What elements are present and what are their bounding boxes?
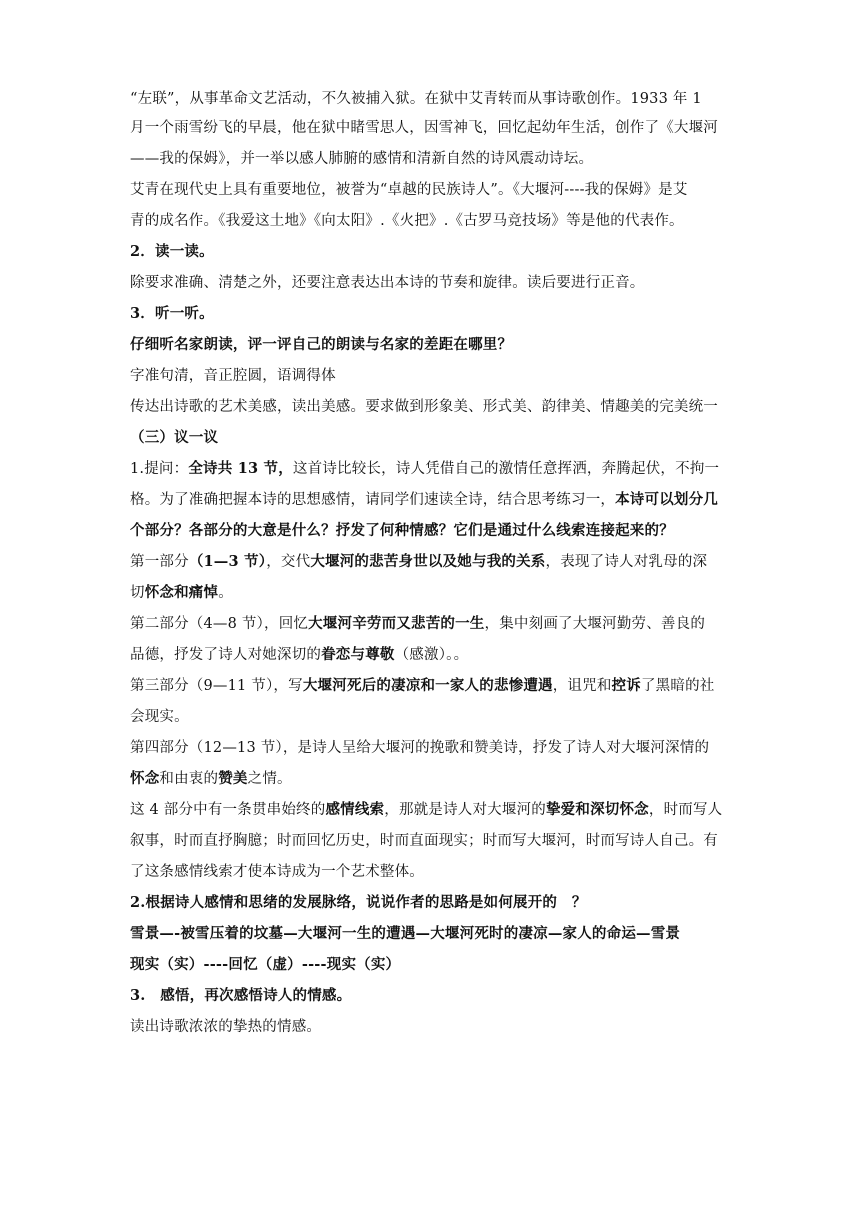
bold-text-segment: 个部分？各部分的大意是什么？抒发了何种情感？它们是通过什么线索连接起来的？ <box>130 522 674 539</box>
text-line <box>130 490 718 510</box>
text-segment: 了这条感情线索才使本诗成为一个艺术整体。 <box>130 864 424 880</box>
text-segment: ，集中刻画了大堰河勤劳、善良的 <box>484 616 706 632</box>
bold-text-segment: 大堰河辛劳而又悲苦的一生 <box>308 615 485 632</box>
text-line <box>130 521 674 541</box>
bold-text-segment: 眷恋与尊敬 <box>321 646 395 663</box>
text-line <box>130 800 722 820</box>
bold-text-segment: 怀念 <box>130 770 160 787</box>
text-line <box>130 614 705 634</box>
text-line <box>130 924 680 944</box>
text-segment: 会现实。 <box>130 709 189 725</box>
bold-text-segment: 大堰河的悲苦身世以及她与我的关系 <box>310 553 546 570</box>
bold-text-segment: 雪景—-被雪压着的坟墓—大堰河一生的遭遇—大堰河死时的凄凉—家人的命运—雪景 <box>130 925 681 942</box>
text-segment: 。 <box>218 585 233 601</box>
bold-text-segment: 全诗共 13 节， <box>188 460 293 477</box>
text-line <box>130 707 189 727</box>
text-line <box>130 304 214 324</box>
text-segment: 第二部分（4—8 节），回忆 <box>130 616 309 632</box>
text-segment: 格。为了准确把握本诗的思想感情，请同学们速读全诗，结合思考练习一， <box>130 492 616 508</box>
text-segment: 传达出诗歌的艺术美感，读出美感。要求做到形象美、形式美、韵律美、情趣美的完美统一 <box>130 399 718 415</box>
bold-text-segment: 大堰河死后的凄凉和一家人的悲惨遭遇 <box>302 677 553 694</box>
text-line <box>130 118 718 138</box>
bold-text-segment: 3．听一听。 <box>130 305 214 322</box>
text-segment: 第三部分（9—11 节），写 <box>130 678 303 694</box>
text-line <box>130 89 702 109</box>
text-segment: ，表现了诗人对乳母的深 <box>545 554 708 570</box>
text-line <box>130 1017 321 1037</box>
text-line <box>130 335 512 355</box>
text-line <box>130 831 718 851</box>
text-line <box>130 769 292 789</box>
text-segment: 了黑暗的社 <box>640 678 715 694</box>
text-segment: “左联”，从事革命文艺活动，不久被捕入狱。在狱中艾青转而从事诗歌创作。1933 年 1 <box>130 91 702 107</box>
bold-text-segment: 赞美 <box>218 770 248 787</box>
bold-text-segment: 控诉 <box>611 677 641 694</box>
text-segment: ，那就是诗人对大堰河的 <box>384 802 546 818</box>
text-line <box>130 862 424 882</box>
text-segment: ，诅咒和 <box>552 678 612 694</box>
text-segment: 叙事，时而直抒胸臆；时而回忆历史，时而直面现实；时而写大堰河，时而写诗人自己。有 <box>130 833 718 849</box>
text-segment: 这 4 部分中有一条贯串始终的 <box>130 802 326 818</box>
text-segment: ，时而写人 <box>648 802 723 818</box>
text-line <box>130 180 688 200</box>
text-line <box>130 397 718 417</box>
bold-text-segment: （1—3 节） <box>188 553 267 570</box>
text-line <box>130 676 714 696</box>
text-segment: ——我的保姆》，并一举以感人肺腑的感情和清新自然的诗风震动诗坛。 <box>130 151 594 167</box>
text-line <box>130 242 214 262</box>
bold-text-segment: 怀念和痛悼 <box>144 584 219 601</box>
text-segment: 和由衷的 <box>159 771 219 787</box>
text-segment: 字准句清，音正腔圆，语调得体 <box>130 368 336 384</box>
text-segment: 艾青在现代史上具有重要地位，被誉为“卓越的民族诗人”。《大堰河----我的保姆》是艾 <box>130 182 688 198</box>
text-line <box>130 986 351 1006</box>
text-segment: 第四部分（12—13 节），是诗人呈给大堰河的挽歌和赞美诗，抒发了诗人对大堰河深情的 <box>130 740 710 756</box>
text-segment: （感激）。。 <box>394 647 469 663</box>
bold-text-segment: 3. 感悟，再次感悟诗人的情感。 <box>130 987 352 1004</box>
text-line <box>130 149 593 169</box>
bold-text-segment: 2．读一读。 <box>130 243 214 260</box>
text-line <box>130 738 709 758</box>
bold-text-segment: 仔细听名家朗读，评一评自己的朗读与名家的差距在哪里？ <box>130 336 513 353</box>
text-segment: 品德，抒发了诗人对她深切的 <box>130 647 322 663</box>
text-line <box>130 645 468 665</box>
bold-text-segment: 挚爱和深切怀念 <box>545 801 649 818</box>
text-segment: 读出诗歌浓浓的挚热的情感。 <box>130 1019 322 1035</box>
text-line <box>130 552 707 572</box>
text-line <box>130 273 645 293</box>
text-line <box>130 366 336 386</box>
text-line <box>130 583 233 603</box>
text-line <box>130 428 218 448</box>
text-segment: 青的成名作。《我爱这土地》《向太阳》.《火把》.《古罗马竞技场》等是他的代表作。 <box>130 213 684 229</box>
text-line <box>130 955 400 975</box>
text-segment: ，交代 <box>266 554 311 570</box>
text-line <box>130 893 587 913</box>
text-segment: 月一个雨雪纷飞的早晨，他在狱中睹雪思人，因雪神飞，回忆起幼年生活，创作了《大堰河 <box>130 120 718 136</box>
bold-text-segment: （三）议一议 <box>130 429 219 446</box>
bold-text-segment: 2.根据诗人感情和思绪的发展脉络，说说作者的思路是如何展开的 ？ <box>130 894 587 911</box>
text-segment: 这首诗比较长，诗人凭借自己的激情任意挥洒，奔腾起伏，不拘一 <box>292 461 720 477</box>
text-segment: 除要求准确、清楚之外，还要注意表达出本诗的节奏和旋律。读后要进行正音。 <box>130 275 645 291</box>
text-line <box>130 211 684 231</box>
bold-text-segment: 本诗可以划分几 <box>615 491 719 508</box>
text-segment: 第一部分 <box>130 554 189 570</box>
text-segment: 1.提问： <box>130 461 189 477</box>
text-segment: 切 <box>130 585 145 601</box>
text-segment: 之情。 <box>247 771 292 787</box>
bold-text-segment: 现实（实）----回忆（虚）----现实（实） <box>130 956 401 973</box>
text-line <box>130 459 719 479</box>
bold-text-segment: 感情线索 <box>325 801 385 818</box>
